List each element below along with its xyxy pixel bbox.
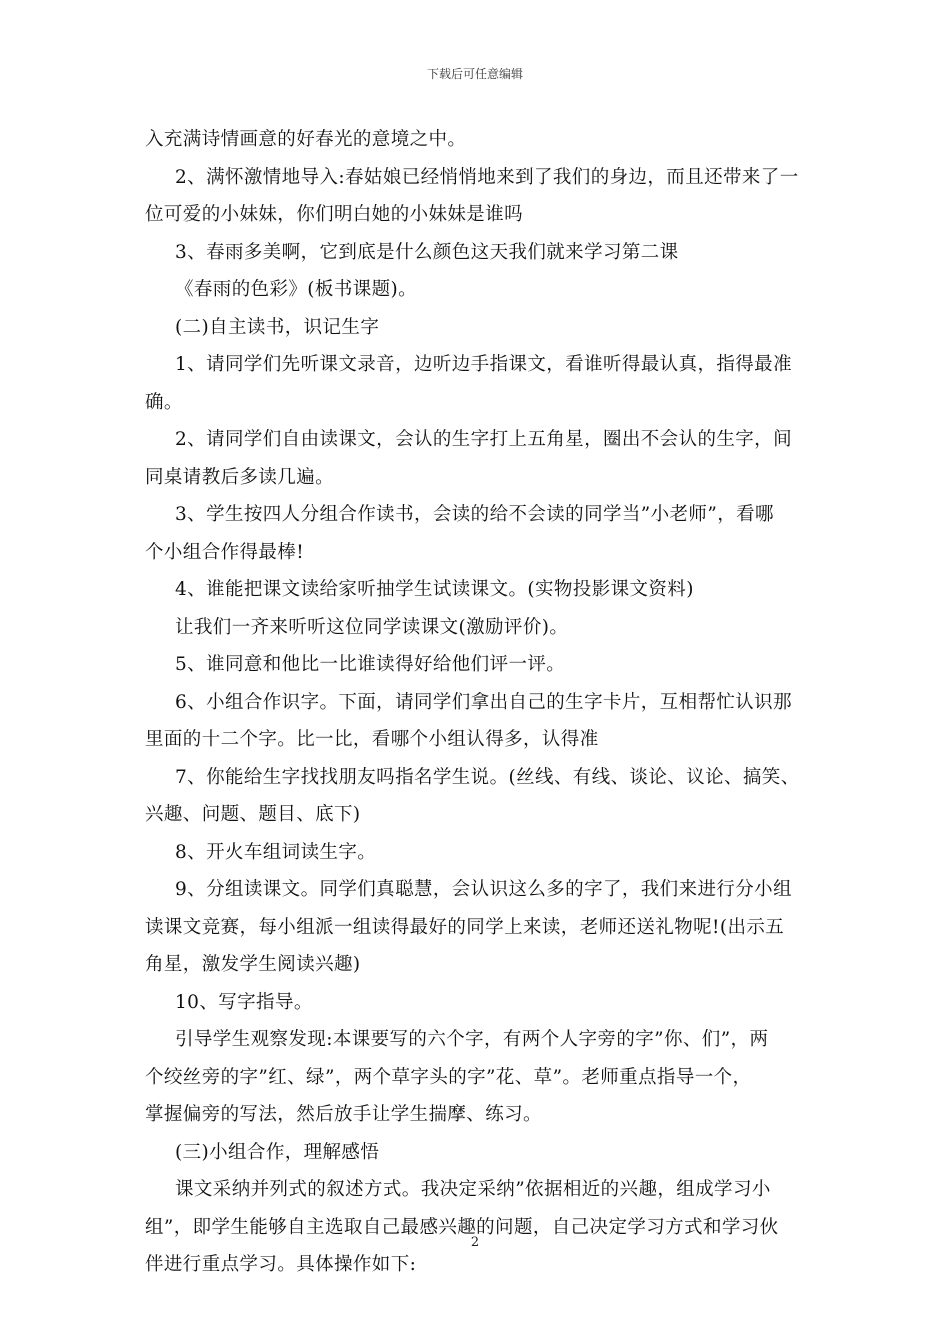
text-line: 同桌请教后多读几遍。 bbox=[145, 466, 335, 488]
page-header: 下载后可任意编辑 bbox=[426, 67, 523, 81]
text-line: 伴进行重点学习。具体操作如下: bbox=[145, 1254, 417, 1275]
text-line: 课文采纳并列式的叙述方式。我决定采纳”依据相近的兴趣，组成学习小 bbox=[175, 1179, 771, 1200]
page-number: 2 bbox=[470, 1235, 480, 1250]
text-line: 位可爱的小妹妹，你们明白她的小妹妹是谁吗 bbox=[145, 204, 524, 225]
text-line: 个绞丝旁的字”红、绿”，两个草字头的字”花、草”。老师重点指导一个， bbox=[145, 1066, 752, 1088]
text-line: 角星，激发学生阅读兴趣) bbox=[145, 954, 361, 975]
text-line: 10、写字指导。 bbox=[175, 991, 313, 1013]
text-line: 3、春雨多美啊，它到底是什么颜色这天我们就来学习第二课 bbox=[175, 241, 679, 263]
document-body bbox=[145, 121, 810, 1284]
text-line: 9、分组读课文。同学们真聪慧，会认识这么多的字了，我们来进行分小组 bbox=[175, 879, 792, 900]
text-line: 8、开火车组词读生字。 bbox=[175, 841, 377, 863]
text-line: 里面的十二个字。比一比，看哪个小组认得多，认得准 bbox=[145, 729, 599, 750]
text-line: 6、小组合作识字。下面，请同学们拿出自己的生字卡片，互相帮忙认识那 bbox=[175, 691, 792, 713]
text-line: 1、请同学们先听课文录音，边听边手指课文，看谁听得最认真，指得最准 bbox=[175, 354, 792, 375]
text-line: 2、满怀激情地导入:春姑娘已经悄悄地来到了我们的身边，而且还带来了一 bbox=[175, 166, 799, 188]
text-line: 兴趣、问题、题目、底下) bbox=[145, 804, 361, 825]
text-line: 入充满诗情画意的好春光的意境之中。 bbox=[145, 129, 467, 150]
text-line: 3、学生按四人分组合作读书，会读的给不会读的同学当”小老师”，看哪 bbox=[175, 504, 774, 525]
text-line: 组”，即学生能够自主选取自己最感兴趣的问题，自己决定学习方式和学习伙 bbox=[145, 1216, 779, 1238]
text-line: 2、请同学们自由读课文，会认的生字打上五角星，圈出不会认的生字，间 bbox=[175, 429, 792, 450]
text-line: 《春雨的色彩》(板书课题)。 bbox=[175, 279, 418, 300]
text-line: 掌握偏旁的写法，然后放手让学生揣摩、练习。 bbox=[145, 1104, 542, 1125]
text-line: (二)自主读书，识记生字 bbox=[175, 316, 380, 338]
text-line: (三)小组合作，理解感悟 bbox=[175, 1141, 380, 1163]
text-line: 5、谁同意和他比一比谁读得好给他们评一评。 bbox=[175, 654, 566, 675]
text-line: 个小组合作得最棒! bbox=[145, 541, 305, 563]
text-line: 确。 bbox=[145, 391, 183, 413]
text-line: 让我们一齐来听听这位同学读课文(激励评价)。 bbox=[175, 616, 569, 638]
text-line: 4、谁能把课文读给家听抽学生试读课文。(实物投影课文资料) bbox=[175, 579, 694, 600]
text-line: 7、你能给生字找找朋友吗指名学生说。(丝线、有线、谈论、议论、搞笑、 bbox=[175, 766, 800, 788]
text-line: 读课文竞赛，每小组派一组读得最好的同学上来读，老师还送礼物呢!(出示五 bbox=[145, 916, 785, 938]
text-line: 引导学生观察发现:本课要写的六个字，有两个人字旁的字”你、们”，两 bbox=[175, 1029, 769, 1050]
